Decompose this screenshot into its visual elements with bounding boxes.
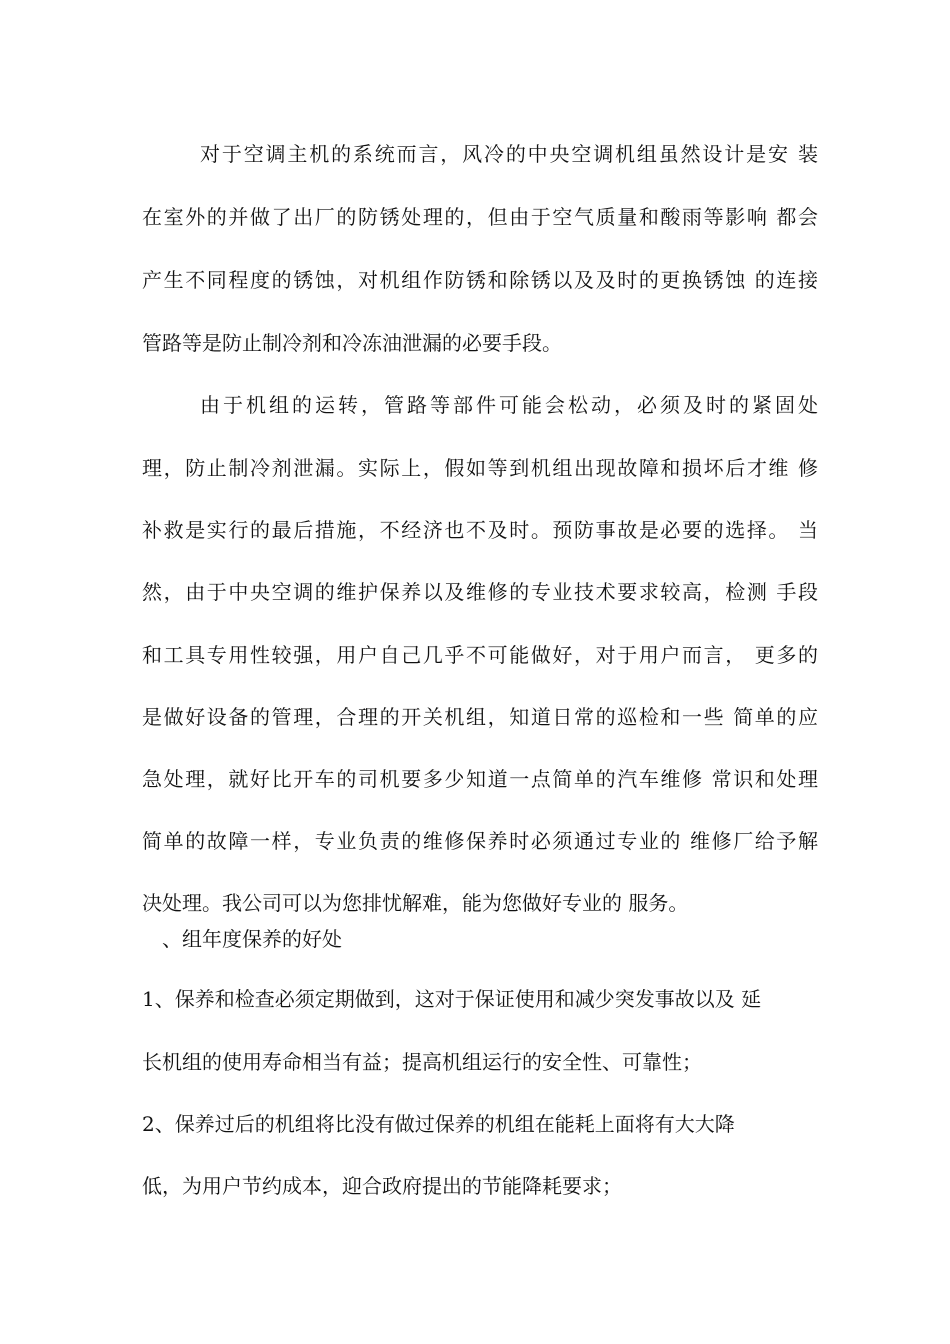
section-heading: 、组年度保养的好处: [162, 927, 342, 951]
paragraph-2-line-1: 由于机组的运转，管路等部件可能会松动，必须及时的紧固处: [200, 393, 818, 417]
paragraph-2-line-6: 是做好设备的管理，合理的开关机组，知道日常的巡检和一些 简单的应: [142, 705, 818, 729]
item-2-line-2: 低，为用户节约成本，迎合政府提出的节能降耗要求；: [142, 1174, 622, 1198]
paragraph-2-line-5: 和工具专用性较强，用户自己几乎不可能做好，对于用户而言， 更多的: [142, 643, 818, 667]
paragraph-2-line-8: 简单的故障一样，专业负责的维修保养时必须通过专业的 维修厂给予解: [142, 829, 818, 853]
paragraph-1-line-4: 管路等是防止制冷剂和冷冻油泄漏的必要手段。: [142, 331, 562, 355]
paragraph-1-line-1: 对于空调主机的系统而言，风冷的中央空调机组虽然设计是安 装: [200, 142, 818, 166]
paragraph-1-line-3: 产生不同程度的锈蚀，对机组作防锈和除锈以及及时的更换锈蚀 的连接: [142, 268, 818, 292]
paragraph-2-line-4: 然，由于中央空调的维护保养以及维修的专业技术要求较高，检测 手段: [142, 580, 818, 604]
paragraph-2-line-9: 决处理。我公司可以为您排忧解难，能为您做好专业的 服务。: [142, 891, 689, 915]
paragraph-2-line-7: 急处理，就好比开车的司机要多少知道一点简单的汽车维修 常识和处理: [142, 767, 818, 791]
item-2-line-1: 2、保养过后的机组将比没有做过保养的机组在能耗上面将有大大降: [142, 1112, 735, 1136]
item-1-line-2: 长机组的使用寿命相当有益；提高机组运行的安全性、可靠性；: [142, 1050, 702, 1074]
item-1-line-1: 1、保养和检查必须定期做到，这对于保证使用和减少突发事故以及 延: [142, 987, 762, 1011]
paragraph-2-line-2: 理，防止制冷剂泄漏。实际上，假如等到机组出现故障和损坏后才维 修: [142, 456, 818, 480]
paragraph-1-line-2: 在室外的并做了出厂的防锈处理的，但由于空气质量和酸雨等影响 都会: [142, 205, 818, 229]
paragraph-2-line-3: 补救是实行的最后措施，不经济也不及时。预防事故是必要的选择。 当: [142, 518, 818, 542]
